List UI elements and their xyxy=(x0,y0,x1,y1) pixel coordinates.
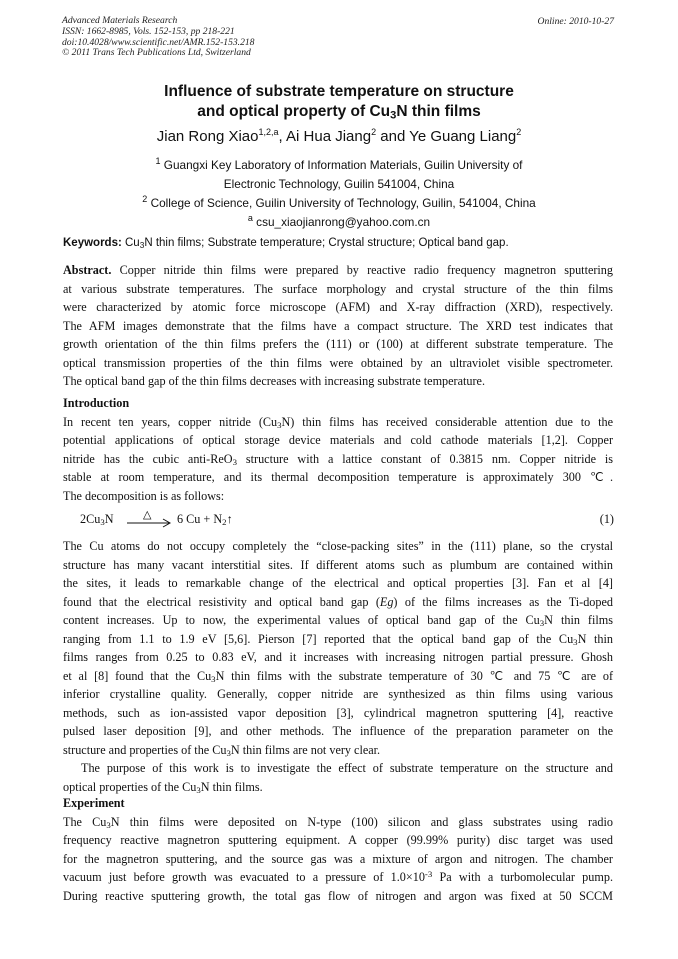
introduction-paragraph-2: The Cu atoms do not occupy completely the “close-packing sites” in the (111) plane, so the crystal structure has many vacant interstitial sites. If different atoms such as plumbum are contained within the sites, it leads to remarkable change of the electrical and optical properties [3]. Fan et al [4] found that the electrical resistivity and optical band gap (Eg) of the films increases as the Ti-doped content increases. Up to now, the experimental values of optical band gap of the $Cu_3N$ thin films ranging from 1.1 to 1.9 eV [5,6]. Pierson [7] reported that the optical band gap of the $Cu_3N$ thin films ranges from 0.25 to 0.83 eV, and it increases with increasing nitrogen partial pressure. Ghosh et al [8] found that the $Cu_3N$ thin films with the substrate temperature of 30 ℃ and 75 ℃ are of inferior crystalline quality. Generally, copper nitride are synthesized as thin films using various methods, such as ion-assisted vapor deposition [3], cylindrical magnetron sputtering [4], reactive pulsed laser deposition [9], and other methods. The influence of the preparation parameter on the structure and properties of the $Cu_3N$ thin films are not very clear. The purpose of this work is to investigate the effect of substrate temperature on the structure and optical properties of the $Cu_3N$ thin films. xyxy=(63,539,614,795)
author-3: and Ye Guang Liang xyxy=(376,128,517,145)
heat-condition-symbol: △ xyxy=(143,509,152,521)
keywords-label: Keywords: xyxy=(63,237,125,249)
introduction-heading: Introduction xyxy=(63,396,130,410)
author-list: Jian Rong Xiao$^{1,2,a}$, Ai Hua Jiang$^2$ and Ye Guang Liang$^2$ xyxy=(156,127,522,145)
author-1: Jian Rong Xiao xyxy=(156,128,259,145)
experiment-heading: Experiment xyxy=(63,796,125,810)
journal-copyright: © 2011 Trans Tech Publications Ltd, Switzerland xyxy=(62,47,251,59)
keywords: Keywords: $Cu_3N$ thin films; Substrate temperature; Crystal structure; Optical band gap. xyxy=(63,237,509,250)
affiliation-1-cont: Electronic Technology, Guilin 541004, China xyxy=(223,177,455,191)
journal-issn: ISSN: 1662-8985, Vols. 152-153, pp 218-221 xyxy=(62,25,235,37)
journal-name: Advanced Materials Research xyxy=(62,15,178,26)
affiliation-1: $^1$ Guangxi Key Laboratory of Information Materials, Guilin University of xyxy=(155,156,523,172)
journal-doi: doi:10.4028/www.scientific.net/AMR.152-153.218 xyxy=(62,36,255,48)
equation-number: (1) xyxy=(599,512,614,526)
title-line-1: Influence of substrate temperature on structure xyxy=(164,83,514,100)
equation-lhs: $2Cu_3N$ xyxy=(80,512,114,527)
equation-1 xyxy=(80,508,614,530)
abstract-label: Abstract. xyxy=(63,263,112,277)
author-2: , Ai Hua Jiang xyxy=(278,128,372,145)
abstract: Abstract. Copper nitride thin films were prepared by reactive radio frequency magnetron sputtering at various substrate temperatures. The surface morphology and crystal structure of the thin films were characterized by atomic force microscope (AFM) and X-ray diffraction (XRD), respectively. The AFM images demonstrate that the films have a compact structure. The XRD test indicates that growth orientation of the thin films prefers the (111) or (100) at different substrate temperature. The optical transmission properties of the thin films were obtained by an ultraviolet visible spectrometer. The optical band gap of the thin films decreases with increasing substrate temperature. xyxy=(63,263,613,388)
online-date: Online: 2010-10-27 xyxy=(537,16,614,27)
equation-rhs: 6 $Cu + N_2↑$ xyxy=(177,512,233,527)
affiliations xyxy=(0,156,678,232)
title-line-2: and optical property of $Cu_3N$ thin films xyxy=(197,103,481,122)
experiment-section: Experiment The $Cu_3N$ thin films were deposited on N-type (100) silicon and glass substrates using radio frequency reactive magnetron sputtering equipment. A copper (99.99% purity) disc target was used for the magnetron sputtering, and the source gas was a mixture of argon and nitrogen. The chamber vacuum just before growth was evacuated to a pressure of $1.0\times 10^{-3}$ Pa with a turbomolecular pump. During reactive sputtering growth, the total gas flow of nitrogen and argon was fixed at 50 SCCM xyxy=(63,796,613,903)
reaction-arrow xyxy=(125,508,173,530)
journal-header xyxy=(62,16,254,59)
introduction-section: Introduction In recent ten years, copper nitride $(Cu_3N)$ thin films has received considerable attention due to the potential applications of optical storage device materials and cold cathode materials [1,2]. Copper nitride has the cubic anti-ReO$_3$ structure with a lattice constant of 0.3815 nm. Copper nitride is stable at room temperature, and its thermal decomposition temperature is approximately 300 ℃. The decomposition is as follows: xyxy=(63,396,614,503)
paper-title xyxy=(0,82,678,122)
author-email: $^a$ csu_xiaojianrong@yahoo.com.cn xyxy=(247,213,431,229)
affiliation-2: $^2$ College of Science, Guilin University of Technology, Guilin, 541004, China xyxy=(142,194,536,210)
